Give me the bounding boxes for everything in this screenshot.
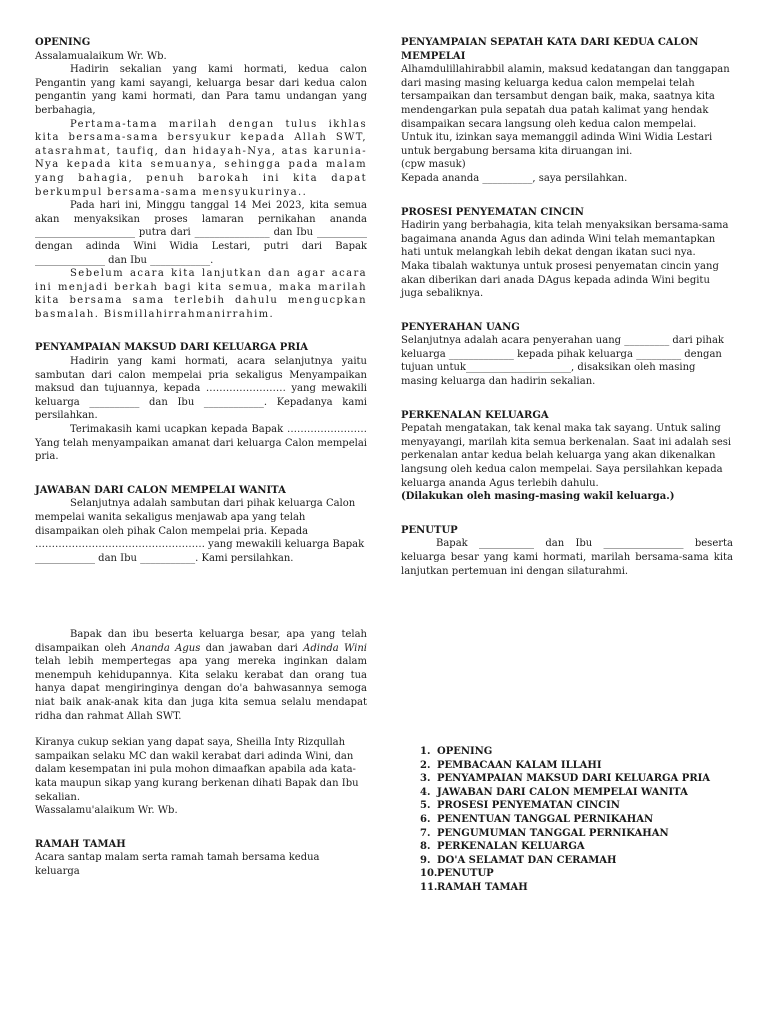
jawaban-paragraph-1: Selanjutnya adalah sambutan dari pihak keluarga Calon mempelai wanita sekaligus menjawab apa yang telah disampaikan oleh pihak Calon mempelai pria. Kepada (35, 498, 356, 537)
agenda-item (420, 881, 740, 895)
agenda-item-number: 2. (420, 759, 431, 771)
cincin-paragraph-2: Maka tibalah waktunya untuk prosesi penyematan cincin yang akan diberikan dari anada DAgus kepada adinda Wini begitu juga sebaliknya. (401, 260, 719, 300)
agenda-item (420, 813, 740, 827)
closing-paragraph-2: Kiranya cukup sekian yang dapat saya, Sheilla Inty Rizqullah sampaikan selaku MC dan wakil kerabat dari adinda Wini, dan dalam kesempatan ini pula mohon dimaafkan apabila ada kata-kata maupun sikap yang kurang berkenan dihati Bapak dan Ibu sekalian. (35, 737, 359, 803)
closing-name-bride: Adinda Wini (303, 642, 367, 654)
agenda-item (420, 799, 740, 813)
agenda-item-label: JAWABAN DARI CALON MEMPELAI WANITA (437, 786, 688, 798)
right-column-top (401, 36, 733, 578)
closing-text-c: telah lebih mempertegas apa yang mereka inginkan dalam menempuh kehidupannya. Kita selaku kerabat dan orang tua hanya dapat mengiringinya dengan do'a bahwasannya semoga niat baik anak-anak kita dan juga kita semua selalu mendapat ridha dan rahmat Allah SWT. (35, 656, 367, 722)
agenda-item (420, 772, 740, 786)
closing-name-groom: Ananda Agus (131, 642, 201, 654)
maksud-paragraph-2: Terimakasih kami ucapkan kepada Bapak …………………… Yang telah menyampaikan amanat dari keluarga Calon mempelai pria. (35, 424, 367, 463)
agenda-item (420, 867, 740, 881)
agenda-item-label: RAMAH TAMAH (437, 881, 528, 893)
agenda-item-number: 3. (420, 773, 431, 785)
agenda-item-number: 9. (420, 854, 431, 866)
maksud-heading: PENYAMPAIAN MAKSUD DARI KELUARGA PRIA (35, 342, 309, 354)
uang-paragraph-1: Selanjutnya adalah acara penyerahan uang _________ dari pihak keluarga _____________ kepada pihak keluarga _________ dengan tujuan untuk_____________________, disaksikan oleh masing masing keluarga dan hadirin sekalian. (401, 335, 724, 388)
agenda-item-label: DO'A SELAMAT DAN CERAMAH (437, 854, 617, 866)
agenda-item-number: 11. (420, 881, 438, 893)
left-column-bottom (35, 628, 367, 879)
agenda-item-number: 8. (420, 841, 431, 853)
opening-paragraph-2: Pertama-tama marilah dengan tulus ikhlas kita bersama-sama bersyukur kepada Allah SWT, atasrahmat, taufiq, dan hidayah-Nya, atas karunia-Nya kepada kita semuanya, sehingga pada malam yang bahagia, penuh barokah ini kita dapat berkumpul bersama-sama mensyukurinya.. (35, 118, 367, 198)
ramah-heading: RAMAH TAMAH (35, 838, 126, 850)
perkenalan-heading: PERKENALAN KELUARGA (401, 409, 549, 421)
agenda-item-label: PEMBACAAN KALAM ILLAHI (437, 759, 602, 771)
agenda-item-number: 7. (420, 827, 431, 839)
agenda-list-container (420, 745, 740, 895)
ramah-paragraph-1: Acara santap malam serta ramah tamah bersama kedua keluarga (35, 852, 320, 877)
sepatah-paragraph-3: (cpw masuk) (401, 159, 466, 171)
agenda-item (420, 854, 740, 868)
agenda-item-number: 1. (420, 746, 431, 757)
sepatah-heading: PENYAMPAIAN SEPATAH KATA DARI KEDUA CALON MEMPELAI (401, 37, 699, 62)
agenda-item (420, 759, 740, 773)
opening-heading: OPENING (35, 37, 91, 48)
perkenalan-paragraph-1: Pepatah mengatakan, tak kenal maka tak sayang. Untuk saling menyayangi, marilah kita semua berkenalan. Saat ini adalah sesi perkenalan antar kedua belah keluarga yang akan dikenalkan langsung oleh kedua calon mempelai. Saya persilahkan kepada keluarga ananda Agus terlebih dahulu. (401, 423, 732, 489)
agenda-item (420, 745, 740, 759)
opening-salam: Assalamualaikum Wr. Wb. (35, 50, 167, 62)
closing-paragraph-3: Wassalamu'alaikum Wr. Wb. (35, 805, 178, 817)
agenda-item-label: OPENING (437, 746, 493, 757)
agenda-item-label: PENUTUP (437, 868, 494, 880)
penutup-heading: PENUTUP (401, 524, 458, 536)
agenda-list (420, 745, 740, 895)
jawaban-paragraph-2: …………………………………………… yang mewakili keluarga Bapak ____________ dan Ibu ___________. Kami persilahkan. (35, 539, 365, 564)
agenda-item-number: 10. (420, 868, 438, 880)
agenda-item (420, 827, 740, 841)
perkenalan-paragraph-2: (Dilakukan oleh masing-masing wakil keluarga.) (401, 491, 675, 503)
sepatah-paragraph-4: Kepada ananda __________, saya persilahkan. (401, 172, 628, 184)
penutup-paragraph-1: Bapak ___________ dan Ibu ________________ beserta keluarga besar yang kami hormati, marilah bersama-sama kita lanjutkan pertemuan ini dengan silaturahmi. (401, 538, 733, 577)
agenda-item-label: PENYAMPAIAN MAKSUD DARI KELUARGA PRIA (437, 773, 711, 785)
agenda-item-number: 4. (420, 786, 431, 798)
maksud-paragraph-1: Hadirin yang kami hormati, acara selanjutnya yaitu sambutan dari calon mempelai pria sekaligus Menyampaikan maksud dan tujuannya, kepada …………………… yang mewakili keluarga __________ dan Ibu ____________. Kepadanya kami persilahkan. (35, 356, 367, 422)
agenda-item-label: PENENTUAN TANGGAL PERNIKAHAN (437, 813, 654, 825)
cincin-heading: PROSESI PENYEMATAN CINCIN (401, 206, 584, 218)
left-column-top (35, 36, 367, 565)
opening-paragraph-4: Sebelum acara kita lanjutkan dan agar acara ini menjadi berkah bagi kita semua, maka marilah kita bersama sama terlebih dahulu mengucpkan basmalah. Bismillahirrahmanirrahim. (35, 268, 367, 320)
agenda-item-label: PERKENALAN KELUARGA (437, 841, 585, 853)
agenda-item-label: PROSESI PENYEMATAN CINCIN (437, 800, 620, 812)
closing-paragraph-1 (35, 628, 367, 723)
sepatah-paragraph-1: Alhamdulillahirabbil alamin, maksud kedatangan dan tanggapan dari masing masing keluarga kedua calon mempelai telah tersampaikan dan tersambut dengan baik, maka, saatnya kita mendengarkan pula sepatah dua patah kalimat yang hendak disampaikan secara langsung oleh kedua calon mempelai. (401, 64, 730, 130)
opening-paragraph-1: Hadirin sekalian yang kami hormati, kedua calon Pengantin yang kami sayangi, keluarga besar dari kedua calon pengantin yang kami hormati, dan Para tamu undangan yang berbahagia, (35, 64, 367, 116)
opening-paragraph-3: Pada hari ini, Minggu tanggal 14 Mei 2023, kita semua akan menyaksikan proses lamaran pernikahan ananda ____________________ putra dari _______________ dan Ibu __________ dengan adinda Wini Widia Lestari, putri dari Bapak ______________ dan Ibu ____________. (35, 200, 367, 266)
closing-text-b: dan jawaban dari (200, 642, 304, 654)
agenda-item (420, 840, 740, 854)
agenda-item (420, 786, 740, 800)
agenda-item-number: 6. (420, 813, 431, 825)
sepatah-paragraph-2: Untuk itu, izinkan saya memanggil adinda Wini Widia Lestari untuk bergabung bersama kita diruangan ini. (401, 132, 713, 157)
uang-heading: PENYERAHAN UANG (401, 321, 520, 333)
closing-text-a: Bapak dan ibu beserta keluarga besar, apa yang telah disampaikan oleh (35, 629, 367, 654)
jawaban-heading: JAWABAN DARI CALON MEMPELAI WANITA (35, 484, 286, 496)
cincin-paragraph-1: Hadirin yang berbahagia, kita telah menyaksikan bersama-sama bagaimana ananda Agus dan adinda Wini telah memantapkan hati untuk melangkah lebih dekat dengan ikatan suci nya. (401, 220, 729, 259)
agenda-item-number: 5. (420, 800, 431, 812)
agenda-item-label: PENGUMUMAN TANGGAL PERNIKAHAN (437, 827, 669, 839)
